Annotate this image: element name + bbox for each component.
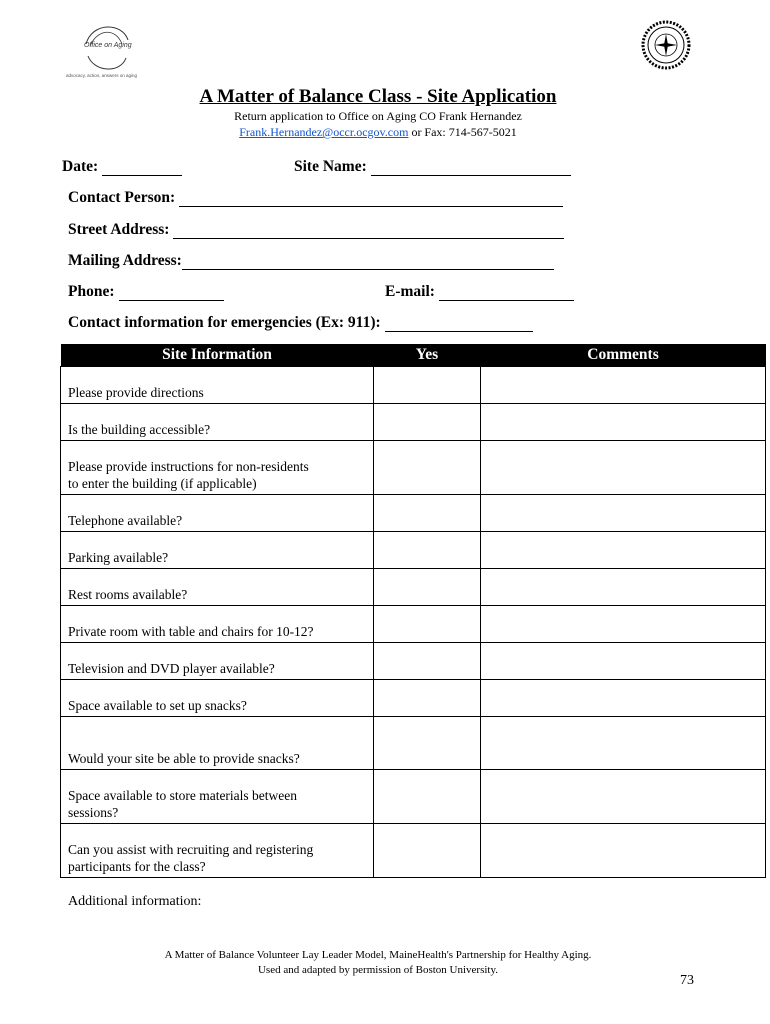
phone-input-line[interactable] <box>119 287 224 301</box>
footer-permission: Used and adapted by permission of Boston University. <box>257 964 499 976</box>
table-row <box>61 532 766 569</box>
email-label: E-mail: <box>385 283 435 300</box>
street-address-input-line[interactable] <box>173 225 564 239</box>
yes-cell[interactable] <box>374 824 481 878</box>
street-address-label: Street Address: <box>68 221 170 238</box>
email-input-line[interactable] <box>439 287 574 301</box>
site-information-question: Rest rooms available? <box>61 569 374 606</box>
contact-person-input-line[interactable] <box>179 193 563 207</box>
county-seal-icon <box>641 20 691 70</box>
fax-text: or Fax: 714-567-5021 <box>408 125 517 139</box>
comments-cell[interactable] <box>481 717 766 770</box>
yes-cell[interactable] <box>374 569 481 606</box>
table-row <box>61 680 766 717</box>
email-field[interactable] <box>385 283 574 301</box>
mailing-address-input-line[interactable] <box>182 256 554 270</box>
table-row <box>61 569 766 606</box>
table-row <box>61 441 766 495</box>
return-instructions: Return application to Office on Aging CO Frank Hernandez <box>234 109 522 123</box>
table-row <box>61 717 766 770</box>
yes-cell[interactable] <box>374 495 481 532</box>
mailing-address-field[interactable] <box>68 252 554 270</box>
site-name-input-line[interactable] <box>371 162 571 176</box>
emergency-contact-input-line[interactable] <box>385 318 533 332</box>
site-name-label: Site Name: <box>294 158 367 175</box>
contact-person-label: Contact Person: <box>68 189 176 206</box>
date-input-line[interactable] <box>102 162 182 176</box>
table-header-row <box>61 344 766 367</box>
additional-information-label: Additional information: <box>68 894 202 909</box>
comments-cell[interactable] <box>481 824 766 878</box>
site-information-question: Can you assist with recruiting and registering participants for the class? <box>61 824 374 878</box>
table-row <box>61 824 766 878</box>
comments-cell[interactable] <box>481 643 766 680</box>
site-information-question: Please provide instructions for non-residents to enter the building (if applicable) <box>61 441 374 495</box>
site-information-question: Would your site be able to provide snacks? <box>61 717 374 770</box>
mailing-address-label: Mailing Address: <box>68 252 182 269</box>
site-information-question: Television and DVD player available? <box>61 643 374 680</box>
site-information-question: Space available to store materials between sessions? <box>61 770 374 824</box>
yes-cell[interactable] <box>374 532 481 569</box>
yes-cell[interactable] <box>374 717 481 770</box>
email-link[interactable]: Frank.Hernandez@occr.ocgov.com <box>239 125 409 139</box>
logo-name: Office on Aging <box>84 42 132 49</box>
contact-line <box>0 125 756 140</box>
site-information-header: Site Information <box>61 344 374 367</box>
table-row <box>61 606 766 643</box>
site-name-field[interactable] <box>294 158 571 176</box>
site-information-question: Space available to set up snacks? <box>61 680 374 717</box>
comments-cell[interactable] <box>481 367 766 404</box>
site-information-table <box>60 344 766 878</box>
table-row <box>61 770 766 824</box>
yes-cell[interactable] <box>374 367 481 404</box>
comments-cell[interactable] <box>481 770 766 824</box>
comments-cell[interactable] <box>481 680 766 717</box>
street-address-field[interactable] <box>68 221 564 239</box>
yes-cell[interactable] <box>374 643 481 680</box>
site-information-question: Please provide directions <box>61 367 374 404</box>
date-label: Date: <box>62 158 99 175</box>
site-information-question: Telephone available? <box>61 495 374 532</box>
yes-header: Yes <box>374 344 481 367</box>
office-on-aging-logo <box>64 22 154 82</box>
yes-cell[interactable] <box>374 680 481 717</box>
yes-cell[interactable] <box>374 404 481 441</box>
emergency-contact-field[interactable] <box>68 314 533 332</box>
phone-field[interactable] <box>68 283 224 301</box>
phone-label: Phone: <box>68 283 115 300</box>
table-row <box>61 495 766 532</box>
comments-cell[interactable] <box>481 569 766 606</box>
page-title: A Matter of Balance Class - Site Application <box>199 86 557 107</box>
table-row <box>61 367 766 404</box>
contact-person-field[interactable] <box>68 189 563 207</box>
yes-cell[interactable] <box>374 441 481 495</box>
comments-header: Comments <box>481 344 766 367</box>
footer-credit: A Matter of Balance Volunteer Lay Leader Model, MaineHealth's Partnership for Healthy Aging. <box>164 949 592 961</box>
site-information-question: Private room with table and chairs for 10-12? <box>61 606 374 643</box>
page-number: 73 <box>680 973 694 988</box>
table-row <box>61 404 766 441</box>
comments-cell[interactable] <box>481 441 766 495</box>
emergency-contact-label: Contact information for emergencies (Ex: 911): <box>68 314 381 331</box>
table-row <box>61 643 766 680</box>
yes-cell[interactable] <box>374 606 481 643</box>
yes-cell[interactable] <box>374 770 481 824</box>
comments-cell[interactable] <box>481 495 766 532</box>
date-field[interactable] <box>62 158 182 176</box>
comments-cell[interactable] <box>481 532 766 569</box>
logo-tagline: advocacy, action, answers on aging <box>66 73 137 78</box>
comments-cell[interactable] <box>481 606 766 643</box>
site-information-question: Is the building accessible? <box>61 404 374 441</box>
site-information-question: Parking available? <box>61 532 374 569</box>
comments-cell[interactable] <box>481 404 766 441</box>
